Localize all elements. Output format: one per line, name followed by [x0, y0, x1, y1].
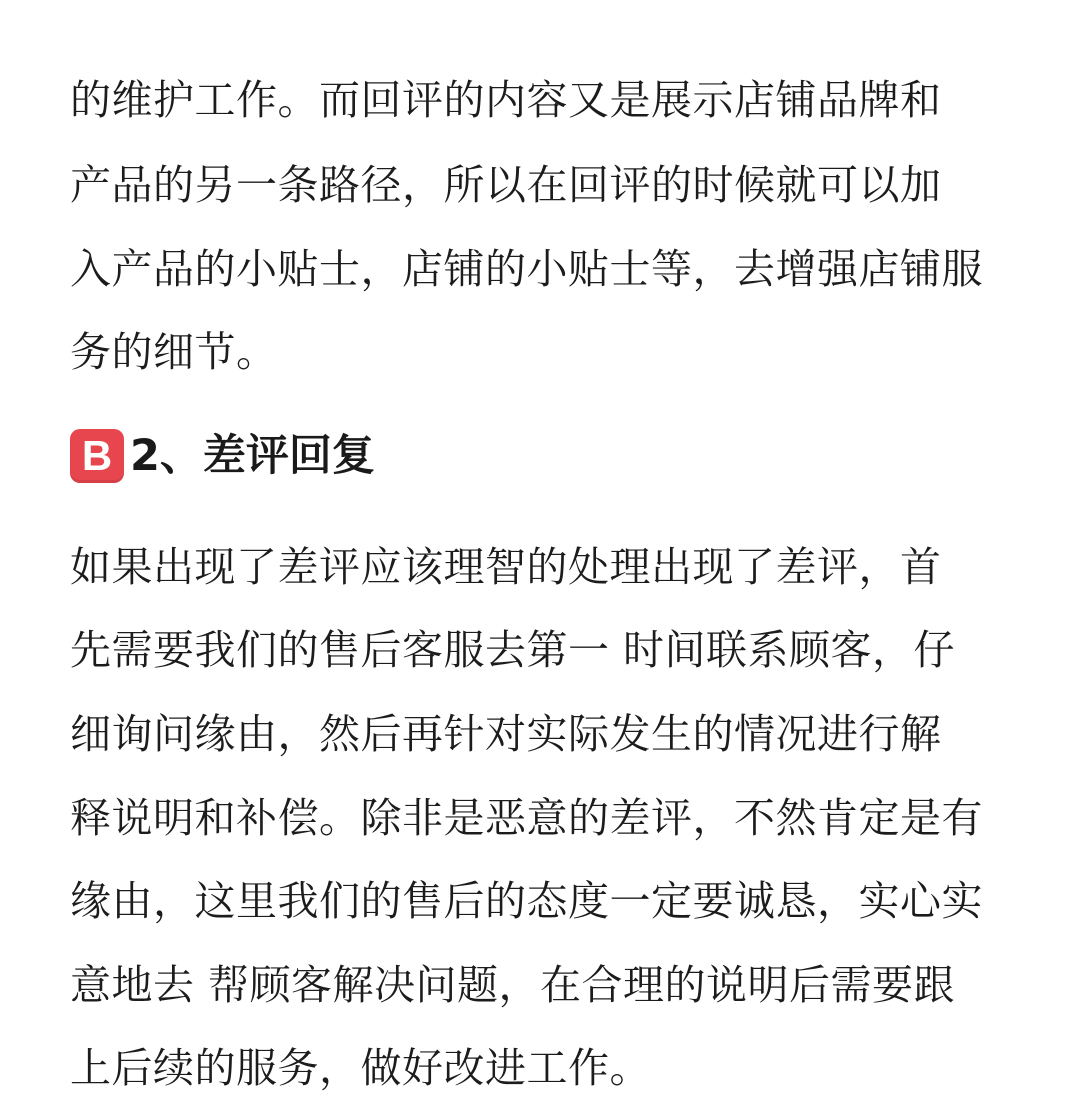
- paragraph-2-line-4: 释说明和补偿。除非是恶意的差评，不然肯定是有: [70, 794, 983, 842]
- paragraph-2-line-5: 缘由，这里我们的售后的态度一定要诚恳，实心实: [70, 877, 983, 925]
- section-heading: [70, 426, 375, 486]
- b-button-icon: [70, 429, 124, 483]
- paragraph-2-line-7: 上后续的服务，做好改进工作。: [70, 1044, 651, 1092]
- section-title: 2、差评回复: [130, 431, 375, 481]
- badge-letter: B: [81, 432, 113, 479]
- paragraph-1-line-4: 务的细节。: [70, 328, 278, 376]
- paragraph-1-line-3: 入产品的小贴士，店铺的小贴士等，去增强店铺服: [70, 245, 983, 293]
- paragraph-1-line-1: 的维护工作。而回评的内容又是展示店铺品牌和: [70, 76, 942, 124]
- paragraph-1-line-2: 产品的另一条路径，所以在回评的时候就可以加: [70, 161, 942, 209]
- paragraph-2-line-1: 如果出现了差评应该理智的处理出现了差评，首: [70, 543, 942, 591]
- paragraph-2-line-2: 先需要我们的售后客服去第一 时间联系顾客，仔: [70, 626, 956, 674]
- paragraph-2-line-3: 细询问缘由，然后再针对实际发生的情况进行解: [70, 710, 942, 758]
- paragraph-2-line-6: 意地去 帮顾客解决问题，在合理的说明后需要跟: [70, 961, 956, 1009]
